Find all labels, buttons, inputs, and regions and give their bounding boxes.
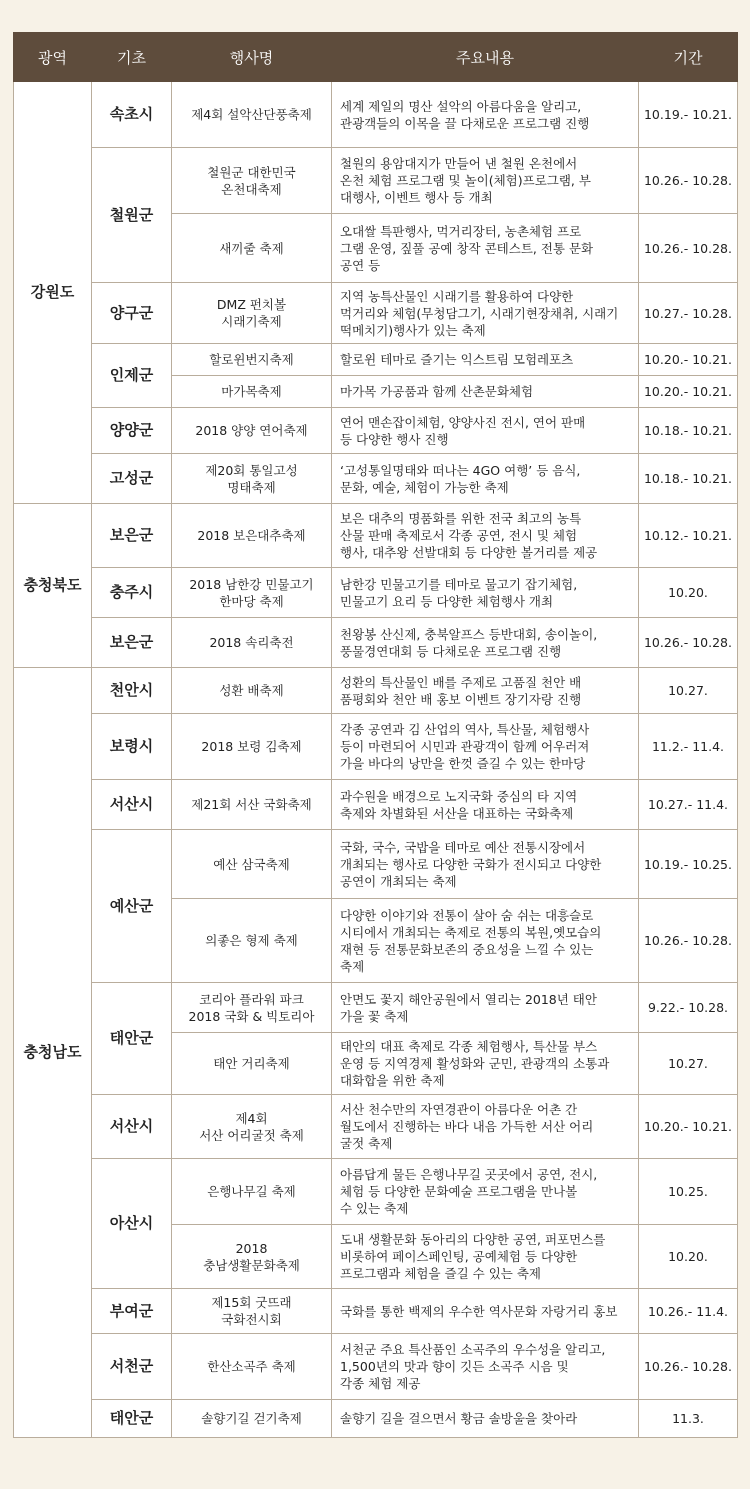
table-row [14, 780, 738, 830]
table-row [14, 714, 738, 780]
table-row [14, 618, 738, 668]
event-name: 성환 배축제 [172, 668, 332, 714]
table-header [14, 33, 738, 82]
city-cell: 보은군 [92, 618, 172, 668]
event-period: 10.27. [639, 668, 738, 714]
event-content: 연어 맨손잡이체험, 양양사진 전시, 연어 판매 등 다양한 행사 진행 [332, 408, 639, 454]
event-period: 10.20. [639, 568, 738, 618]
event-content: ‘고성통일명태와 떠나는 4GO 여행’ 등 음식, 문화, 예술, 체험이 가능한 축제 [332, 454, 639, 504]
event-content: 지역 농특산물인 시래기를 활용하여 다양한 먹거리와 체험(무청담그기, 시래기현장채취, 시래기 떡메치기)행사가 있는 축제 [332, 283, 639, 344]
table-row [14, 1095, 738, 1159]
event-name: 제4회 서산 어리굴젓 축제 [172, 1095, 332, 1159]
event-name: 새끼줄 축제 [172, 214, 332, 283]
event-period: 10.20.- 10.21. [639, 344, 738, 376]
city-cell: 태안군 [92, 983, 172, 1095]
header-period: 기간 [639, 33, 738, 82]
table-row [14, 148, 738, 214]
event-period: 10.26.- 10.28. [639, 148, 738, 214]
event-period: 10.27.- 11.4. [639, 780, 738, 830]
event-name: 마가목축제 [172, 376, 332, 408]
event-content: 서산 천수만의 자연경관이 아름다운 어촌 간 월도에서 진행하는 바다 내음 가득한 서산 어리 굴젓 축제 [332, 1095, 639, 1159]
table-row [14, 283, 738, 344]
city-cell: 아산시 [92, 1159, 172, 1289]
event-name: 2018 보령 김축제 [172, 714, 332, 780]
event-name: 철원군 대한민국 온천대축제 [172, 148, 332, 214]
event-content: 각종 공연과 김 산업의 역사, 특산물, 체험행사 등이 마련되어 시민과 관광객이 함께 어우러져 가을 바다의 낭만을 한껏 즐길 수 있는 한마당 [332, 714, 639, 780]
event-period: 9.22.- 10.28. [639, 983, 738, 1033]
event-content: 철원의 용암대지가 만들어 낸 철원 온천에서 온천 체험 프로그램 및 놀이(체험)프로그램, 부 대행사, 이벤트 행사 등 개최 [332, 148, 639, 214]
region-cell: 충청북도 [14, 504, 92, 668]
city-cell: 천안시 [92, 668, 172, 714]
event-name: 예산 삼국축제 [172, 830, 332, 899]
table-row [14, 1400, 738, 1438]
event-period: 10.19.- 10.25. [639, 830, 738, 899]
event-content: 천왕봉 산신제, 충북알프스 등반대회, 송이놀이, 풍물경연대회 등 다채로운 프로그램 진행 [332, 618, 639, 668]
event-content: 보은 대추의 명품화를 위한 전국 최고의 농특 산물 판매 축제로서 각종 공연, 전시 및 체험 행사, 대추왕 선발대회 등 다양한 볼거리를 제공 [332, 504, 639, 568]
city-cell: 양구군 [92, 283, 172, 344]
event-period: 10.20.- 10.21. [639, 1095, 738, 1159]
event-name: 코리아 플라워 파크 2018 국화 & 빅토리아 [172, 983, 332, 1033]
event-period: 10.12.- 10.21. [639, 504, 738, 568]
event-period: 10.26.- 10.28. [639, 899, 738, 983]
event-content: 아름답게 물든 은행나무길 곳곳에서 공연, 전시, 체험 등 다양한 문화예술 프로그램을 만나볼 수 있는 축제 [332, 1159, 639, 1225]
event-content: 다양한 이야기와 전통이 살아 숨 쉬는 대흥슬로 시티에서 개최되는 축제로 전통의 복원,옛모습의 재현 등 전통문화보존의 중요성을 느낄 수 있는 축제 [332, 899, 639, 983]
city-cell: 서산시 [92, 780, 172, 830]
header-row [14, 33, 738, 82]
event-period: 10.26.- 10.28. [639, 618, 738, 668]
city-cell: 예산군 [92, 830, 172, 983]
festival-table [13, 32, 738, 1438]
event-period: 10.20.- 10.21. [639, 376, 738, 408]
event-content: 남한강 민물고기를 테마로 물고기 잡기체험, 민물고기 요리 등 다양한 체험행사 개최 [332, 568, 639, 618]
event-period: 10.27.- 10.28. [639, 283, 738, 344]
table-row [14, 568, 738, 618]
festival-table-container [13, 32, 737, 1438]
event-period: 10.25. [639, 1159, 738, 1225]
event-period: 11.3. [639, 1400, 738, 1438]
city-cell: 양양군 [92, 408, 172, 454]
city-cell: 보령시 [92, 714, 172, 780]
table-row [14, 1289, 738, 1334]
city-cell: 보은군 [92, 504, 172, 568]
city-cell: 서천군 [92, 1334, 172, 1400]
event-name: 은행나무길 축제 [172, 1159, 332, 1225]
event-period: 10.27. [639, 1033, 738, 1095]
event-content: 태안의 대표 축제로 각종 체험행사, 특산물 부스 운영 등 지역경제 활성화와 군민, 관광객의 소통과 대화합을 위한 축제 [332, 1033, 639, 1095]
city-cell: 철원군 [92, 148, 172, 283]
table-row [14, 983, 738, 1033]
event-period: 10.26.- 10.28. [639, 1334, 738, 1400]
table-row [14, 408, 738, 454]
city-cell: 태안군 [92, 1400, 172, 1438]
event-content: 오대쌀 특판행사, 먹거리장터, 농촌체험 프로 그램 운영, 짚풀 공예 창작 콘테스트, 전통 문화 공연 등 [332, 214, 639, 283]
event-name: 할로윈번지축제 [172, 344, 332, 376]
city-cell: 인제군 [92, 344, 172, 408]
event-name: 2018 보은대추축제 [172, 504, 332, 568]
event-content: 국화, 국수, 국밥을 테마로 예산 전통시장에서 개최되는 행사로 다양한 국화가 전시되고 다양한 공연이 개최되는 축제 [332, 830, 639, 899]
event-period: 10.18.- 10.21. [639, 454, 738, 504]
event-period: 10.20. [639, 1225, 738, 1289]
header-region: 광역 [14, 33, 92, 82]
table-body [14, 82, 738, 1438]
event-content: 세계 제일의 명산 설악의 아름다움을 알리고, 관광객들의 이목을 끌 다채로운 프로그램 진행 [332, 82, 639, 148]
event-name: 제20회 통일고성 명태축제 [172, 454, 332, 504]
event-name: 제21회 서산 국화축제 [172, 780, 332, 830]
city-cell: 서산시 [92, 1095, 172, 1159]
table-row [14, 1334, 738, 1400]
event-content: 과수원을 배경으로 노지국화 중심의 타 지역 축제와 차별화된 서산을 대표하는 국화축제 [332, 780, 639, 830]
header-content: 주요내용 [332, 33, 639, 82]
event-period: 10.18.- 10.21. [639, 408, 738, 454]
city-cell: 속초시 [92, 82, 172, 148]
table-row [14, 1159, 738, 1225]
event-name: 제4회 설악산단풍축제 [172, 82, 332, 148]
event-period: 10.19.- 10.21. [639, 82, 738, 148]
region-cell: 강원도 [14, 82, 92, 504]
event-name: 한산소곡주 축제 [172, 1334, 332, 1400]
event-period: 11.2.- 11.4. [639, 714, 738, 780]
city-cell: 고성군 [92, 454, 172, 504]
event-name: 솔향기길 걷기축제 [172, 1400, 332, 1438]
event-name: 제15회 굿뜨래 국화전시회 [172, 1289, 332, 1334]
event-name: 2018 남한강 민물고기 한마당 축제 [172, 568, 332, 618]
event-content: 서천군 주요 특산품인 소곡주의 우수성을 알리고, 1,500년의 맛과 향이 깃든 소곡주 시음 및 각종 체험 제공 [332, 1334, 639, 1400]
event-period: 10.26.- 10.28. [639, 214, 738, 283]
event-period: 10.26.- 11.4. [639, 1289, 738, 1334]
header-event: 행사명 [172, 33, 332, 82]
table-row [14, 344, 738, 376]
event-name: 2018 양양 연어축제 [172, 408, 332, 454]
event-content: 성환의 특산물인 배를 주제로 고품질 천안 배 품평회와 천안 배 홍보 이벤트 장기자랑 진행 [332, 668, 639, 714]
table-row [14, 454, 738, 504]
table-row [14, 82, 738, 148]
header-city: 기초 [92, 33, 172, 82]
event-name: 태안 거리축제 [172, 1033, 332, 1095]
event-name: 2018 속리축전 [172, 618, 332, 668]
event-content: 안면도 꽃지 해안공원에서 열리는 2018년 태안 가을 꽃 축제 [332, 983, 639, 1033]
city-cell: 충주시 [92, 568, 172, 618]
event-name: DMZ 펀치볼 시래기축제 [172, 283, 332, 344]
table-row [14, 504, 738, 568]
event-content: 솔향기 길을 걸으면서 황금 솔방울을 찾아라 [332, 1400, 639, 1438]
event-name: 2018 충남생활문화축제 [172, 1225, 332, 1289]
event-content: 도내 생활문화 동아리의 다양한 공연, 퍼포먼스를 비롯하여 페이스페인팅, 공예체험 등 다양한 프로그램과 체험을 즐길 수 있는 축제 [332, 1225, 639, 1289]
event-content: 마가목 가공품과 함께 산촌문화체험 [332, 376, 639, 408]
event-content: 국화를 통한 백제의 우수한 역사문화 자랑거리 홍보 [332, 1289, 639, 1334]
event-content: 할로윈 테마로 즐기는 익스트림 모험레포츠 [332, 344, 639, 376]
region-cell: 충청남도 [14, 668, 92, 1438]
city-cell: 부여군 [92, 1289, 172, 1334]
table-row [14, 668, 738, 714]
event-name: 의좋은 형제 축제 [172, 899, 332, 983]
table-row [14, 830, 738, 899]
